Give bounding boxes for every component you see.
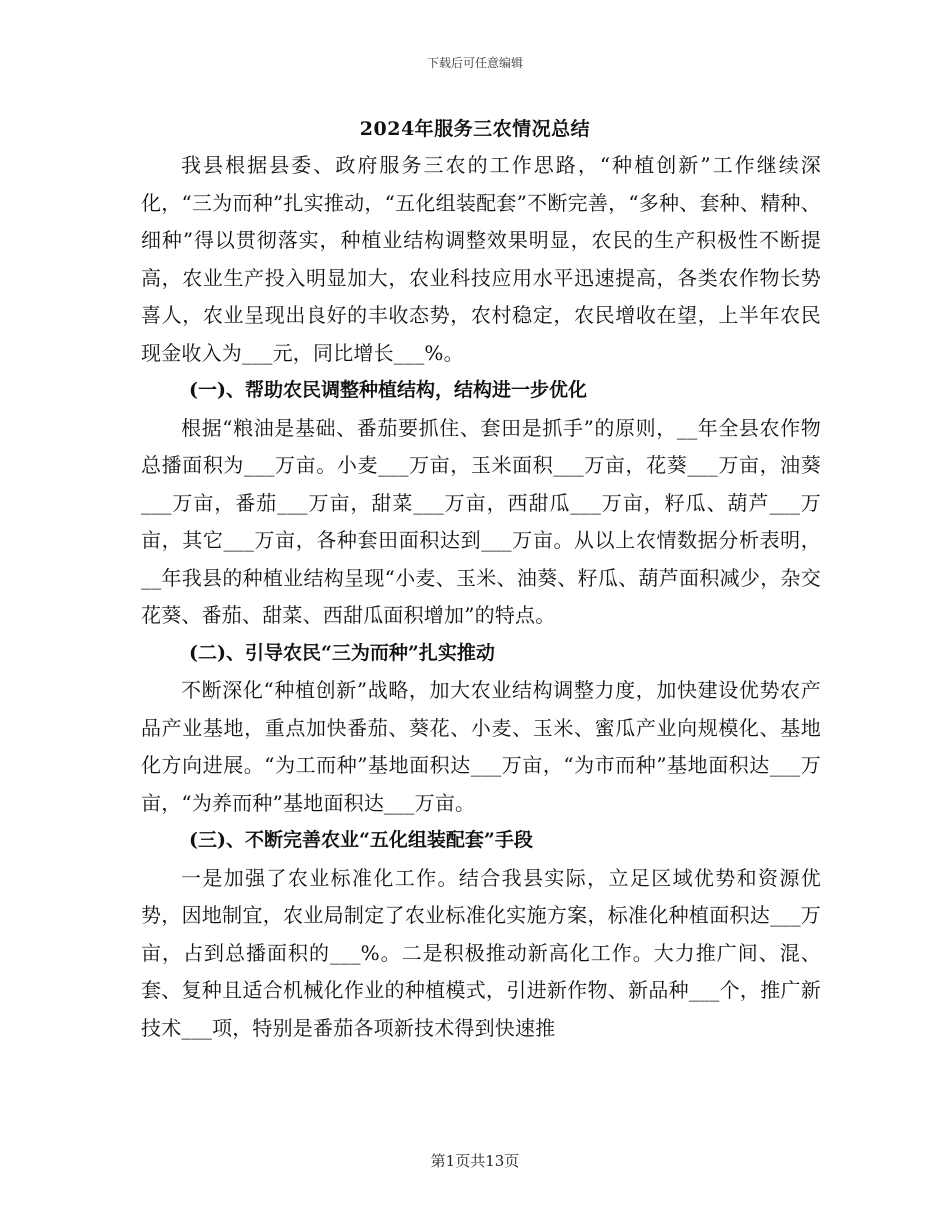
intro-paragraph: 我县根据县委、政府服务三农的工作思路，“种植创新”工作继续深化，“三为而种”扎实推动，“五化组装配套”不断完善，“多种、套种、精种、细种”得以贯彻落实，种植业结构调整效果明显，农民的生产积极性不断提高，农业生产投入明显加大，农业科技应用水平迅速提高，各类农作物长势喜人，农业呈现出良好的丰收态势，农村稳定，农民增收在望，上半年农民现金收入为___元，同比增长___%。 — [141, 153, 821, 365]
header-note: 下载后可任意编辑 — [426, 56, 523, 70]
document-title: 2024年服务三农情况总结 — [359, 118, 591, 140]
section-heading-3: (三)、不断完善农业“五化组装配套”手段 — [189, 829, 533, 851]
section-paragraph-2: 不断深化“种植创新”战略，加大农业结构调整力度，加快建设优势农产品产业基地，重点加快番茄、葵花、小麦、玉米、蜜瓜产业向规模化、基地化方向进展。“为工而种”基地面积达___万亩，“为市而种”基地面积达___万亩，“为养而种”基地面积达___万亩。 — [141, 678, 821, 815]
section-paragraph-1: 根据“粮油是基础、番茄要抓住、套田是抓手”的原则，__年全县农作物总播面积为___万亩。小麦___万亩，玉米面积___万亩，花葵___万亩，油葵___万亩，番茄___万亩，甜菜___万亩，西甜瓜___万亩，籽瓜、葫芦___万亩，其它___万亩，各种套田面积达到___万亩。从以上农情数据分析表明，__年我县的种植业结构呈现“小麦、玉米、油葵、籽瓜、葫芦面积减少，杂交花葵、番茄、甜菜、西甜瓜面积增加”的特点。 — [141, 415, 821, 627]
section-heading-1: (一)、帮助农民调整种植结构，结构进一步优化 — [189, 379, 587, 401]
section-paragraph-3: 一是加强了农业标准化工作。结合我县实际，立足区域优势和资源优势，因地制宜，农业局制定了农业标准化实施方案，标准化种植面积达___万亩，占到总播面积的___%。二是积极推动新高化工作。大力推广间、混、套、复种且适合机械化作业的种植模式，引进新作物、新品种___个，推广新技术___项，特别是番茄各项新技术得到快速推 — [141, 865, 821, 1040]
document-body — [141, 147, 821, 1047]
section-heading-2: (二)、引导农民“三为而种”扎实推动 — [189, 641, 495, 664]
page-footer: 第1页共13页 — [430, 1152, 520, 1170]
